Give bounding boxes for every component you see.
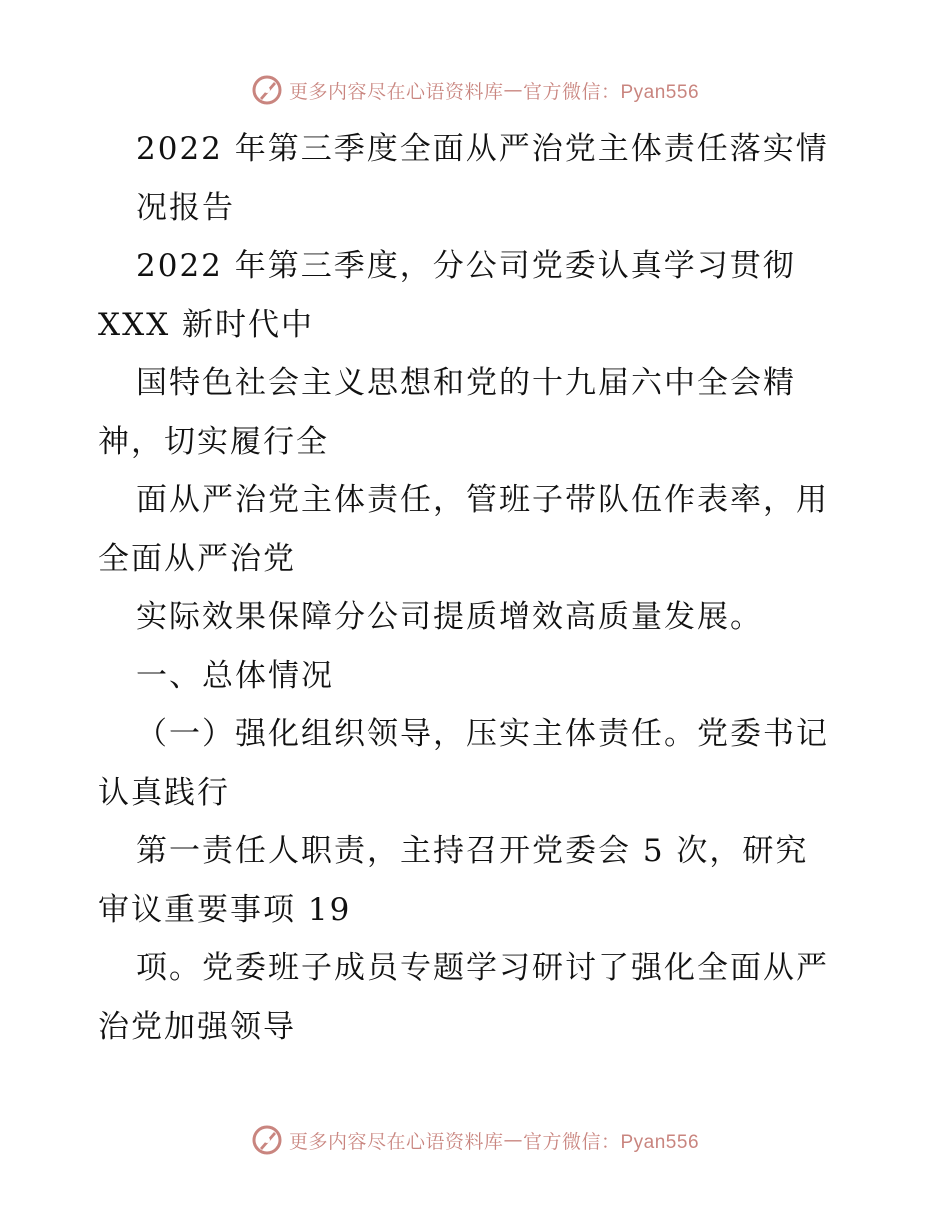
text-line: XXX 新时代中 <box>98 306 315 343</box>
document-body <box>98 120 858 1056</box>
quill-logo-icon <box>251 1124 283 1156</box>
text-line: 第一责任人职责，主持召开党委会 5 次，研究 <box>136 833 809 869</box>
footer-watermark <box>0 1120 950 1160</box>
text-line: 一、总体情况 <box>136 657 334 694</box>
text-line: 认真践行 <box>98 774 230 811</box>
watermark-separator: — <box>503 1129 523 1151</box>
text-line: 审议重要事项 19 <box>98 891 352 928</box>
text-line: 全面从严治党 <box>98 540 296 577</box>
watermark-separator: — <box>503 79 523 101</box>
quill-logo-icon <box>251 74 283 106</box>
text-line: 神，切实履行全 <box>98 423 329 460</box>
text-line: 2022 年第三季度全面从严治党主体责任落实情 <box>136 131 829 167</box>
text-line: 项。党委班子成员专题学习研讨了强化全面从严 <box>136 950 829 986</box>
text-line: 治党加强领导 <box>98 1008 296 1045</box>
watermark-contact: 官方微信：Pyan556 <box>523 1131 700 1153</box>
watermark-text: 更多内容尽在心语资料库 <box>288 80 504 103</box>
text-line: 国特色社会主义思想和党的十九届六中全会精 <box>136 365 796 401</box>
text-line: 2022 年第三季度，分公司党委认真学习贯彻 <box>136 248 796 284</box>
watermark-contact: 官方微信：Pyan556 <box>523 81 700 103</box>
text-line: 面从严治党主体责任，管班子带队伍作表率，用 <box>136 482 829 518</box>
watermark-text: 更多内容尽在心语资料库 <box>288 1130 504 1153</box>
text-line: 实际效果保障分公司提质增效高质量发展。 <box>136 599 763 635</box>
header-watermark <box>0 70 950 110</box>
text-line: 况报告 <box>136 189 235 226</box>
text-line: （一）强化组织领导，压实主体责任。党委书记 <box>136 716 829 752</box>
